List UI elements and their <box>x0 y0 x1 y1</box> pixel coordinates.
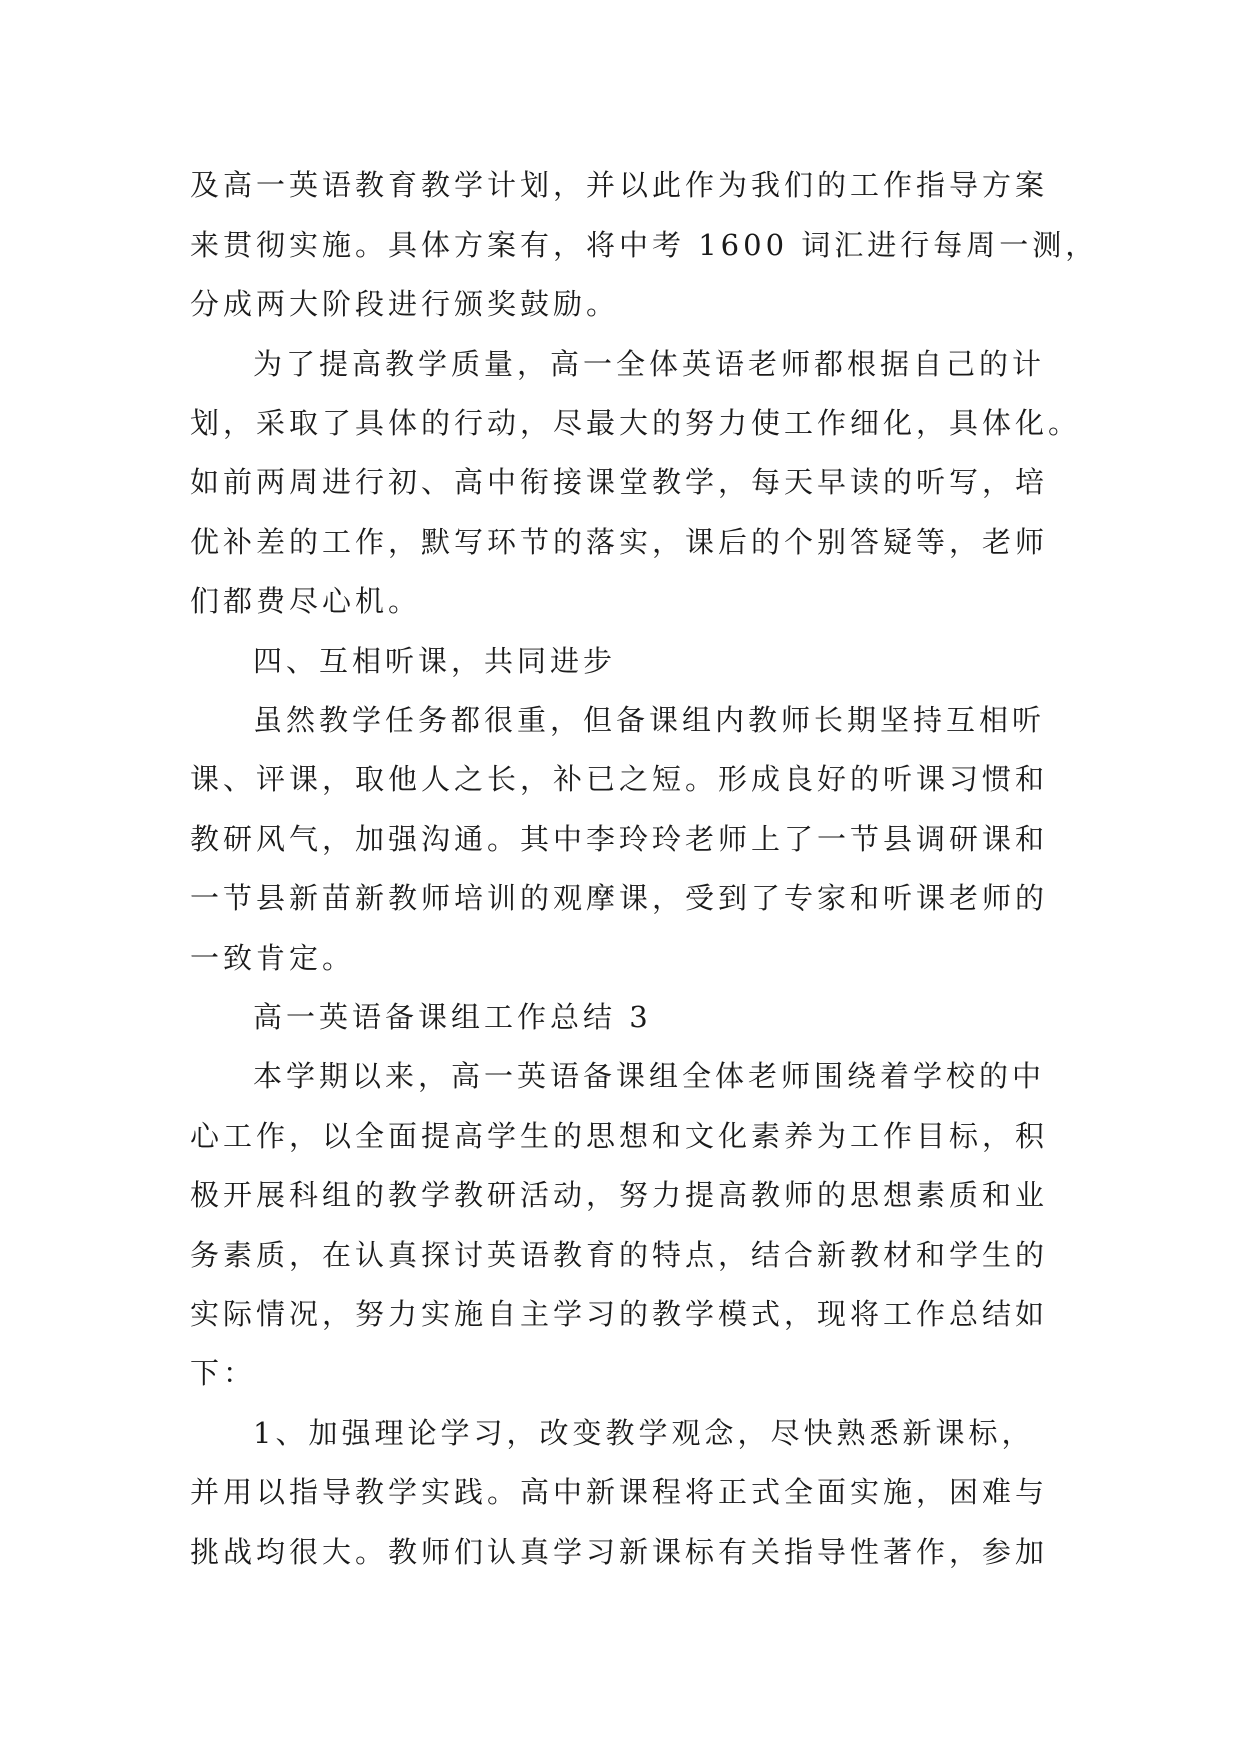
text-line: 极开展科组的教学教研活动，努力提高教师的思想素质和业 <box>190 1178 1049 1212</box>
text-line: 优补差的工作，默写环节的落实，课后的个别答疑等，老师 <box>190 525 1049 559</box>
text-line: 并用以指导教学实践。高中新课程将正式全面实施，困难与 <box>190 1475 1049 1509</box>
text-line: 务素质，在认真探讨英语教育的特点，结合新教材和学生的 <box>190 1238 1049 1272</box>
text-line: 划，采取了具体的行动，尽最大的努力使工作细化，具体化。 <box>190 406 1082 440</box>
text-line: 实际情况，努力实施自主学习的教学模式，现将工作总结如 <box>190 1297 1049 1331</box>
text-line: 一致肯定。 <box>190 941 356 975</box>
text-line: 课、评课，取他人之长，补已之短。形成良好的听课习惯和 <box>190 762 1049 796</box>
text-line: 来贯彻实施。具体方案有，将中考 1600 词汇进行每周一测， <box>190 228 1099 262</box>
section-heading: 四、互相听课，共同进步 <box>253 644 617 678</box>
text-line: 下： <box>190 1356 257 1390</box>
text-line: 一节县新苗新教师培训的观摩课，受到了专家和听课老师的 <box>190 881 1049 915</box>
text-line: 教研风气，加强沟通。其中李玲玲老师上了一节县调研课和 <box>190 822 1049 856</box>
text-line: 为了提高教学质量，高一全体英语老师都根据自己的计 <box>253 347 1046 381</box>
text-line: 本学期以来，高一英语备课组全体老师围绕着学校的中 <box>253 1059 1046 1093</box>
text-line: 虽然教学任务都很重，但备课组内教师长期坚持互相听 <box>253 703 1046 737</box>
text-line: 1、加强理论学习，改变教学观念，尽快熟悉新课标， <box>253 1416 1035 1450</box>
section-title: 高一英语备课组工作总结 3 <box>253 1000 652 1034</box>
text-line: 挑战均很大。教师们认真学习新课标有关指导性著作，参加 <box>190 1535 1049 1569</box>
text-line: 分成两大阶段进行颁奖鼓励。 <box>190 287 620 321</box>
text-line: 如前两周进行初、高中衔接课堂教学，每天早读的听写，培 <box>190 465 1049 499</box>
text-line: 们都费尽心机。 <box>190 584 422 618</box>
text-line: 心工作，以全面提高学生的思想和文化素养为工作目标，积 <box>190 1119 1049 1153</box>
text-line: 及高一英语教育教学计划，并以此作为我们的工作指导方案 <box>190 168 1049 202</box>
